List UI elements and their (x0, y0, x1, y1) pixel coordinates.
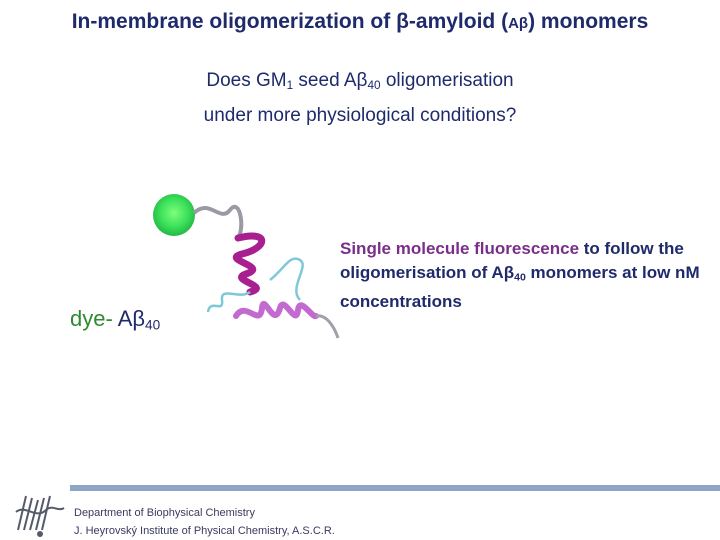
slide-title (0, 10, 720, 34)
footer-department: Department of Biophysical Chemistry (74, 507, 255, 519)
title-main: In-membrane oligomerization of β-amyloid ( (71, 10, 509, 33)
tail-grey (316, 316, 338, 338)
footer-divider (70, 485, 720, 491)
method-description: Single molecule fluorescence to follow the oligomerisation of $A\beta_{40}$ monomers at low nM concentrations (340, 239, 700, 311)
research-question (0, 66, 720, 131)
institute-logo-icon (12, 490, 68, 540)
loop-cyan-2 (270, 259, 303, 300)
title-end: ) monomers (528, 10, 649, 33)
linker-coil (194, 207, 241, 238)
helix-1 (236, 236, 262, 292)
question-line-1: Does $GM_1$ seed $A\beta_{40}$ oligomerisation (206, 70, 514, 92)
title-abbrev: Aβ (508, 15, 529, 32)
footer-institute: J. Heyrovský Institute of Physical Chemistry, A.S.C.R. (74, 525, 335, 537)
question-line-2: under more physiological conditions? (203, 104, 517, 126)
footer-affiliation (74, 504, 335, 540)
method-highlight: Single molecule fluorescence (340, 239, 580, 258)
helix-2 (236, 304, 316, 316)
dye-sphere (153, 194, 195, 236)
peptide-structure-illustration (150, 188, 350, 348)
dye-abeta-label: dye- $A\beta_{40}$ (70, 306, 161, 333)
